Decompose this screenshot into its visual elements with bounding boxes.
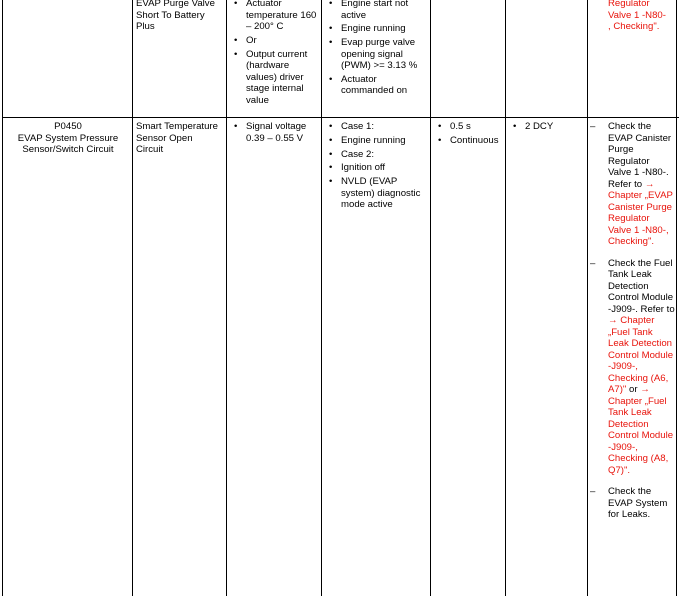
chapter-link[interactable]: → Chapter „Fuel Tank Leak Detection Control Module -J909-, Checking (A8, Q7)". — [608, 384, 674, 476]
dtc-code: P0450 — [54, 121, 82, 132]
table-border-left — [2, 0, 3, 596]
column-divider — [505, 0, 506, 596]
condition-item: • Case 2: — [326, 149, 426, 161]
column-divider — [226, 0, 227, 596]
actions-cell — [587, 121, 675, 531]
row-divider — [2, 117, 679, 118]
condition-item: • Evap purge valve opening signal (PWM) >= 3.13 % — [326, 37, 426, 72]
component-line: Sensor Open — [136, 132, 193, 144]
action-item — [587, 121, 675, 248]
condition-item: • NVLD (EVAP system) diagnostic mode active — [326, 176, 426, 211]
action-item — [587, 258, 675, 477]
action-link-line: Regulator — [608, 0, 650, 9]
condition-item: • Engine start not active — [326, 0, 426, 21]
action-item — [587, 486, 675, 521]
mil-item: • 2 DCY — [510, 121, 585, 133]
action-text: Check the EVAP Canister Purge Regulator Valve 1 -N80-. Refer to — [608, 121, 672, 190]
threshold-item: • Output current (hardware values) driver stage internal value — [231, 49, 319, 107]
time-cell — [435, 121, 503, 149]
conditions-cell — [326, 121, 426, 213]
dtc-description: EVAP System Pressure Sensor/Switch Circuit — [17, 132, 119, 155]
action-text: Check the Fuel Tank Leak Detection Control Module -J909-. Refer to — [608, 257, 675, 315]
component-cell — [136, 121, 226, 156]
dtc-cell — [8, 121, 128, 156]
condition-item: • Case 1: — [326, 121, 426, 133]
table-border-right — [676, 0, 677, 596]
action-connector: or — [626, 384, 641, 395]
threshold-item: • Or — [231, 35, 319, 47]
component-line: EVAP Purge Valve — [136, 0, 215, 9]
action-text: Check the EVAP System for Leaks. — [608, 486, 668, 520]
column-divider — [132, 0, 133, 596]
threshold-item: • Signal voltage 0.39 – 0.55 V — [231, 121, 319, 144]
component-line: Plus — [136, 21, 155, 32]
chapter-link[interactable]: → Chapter „Fuel Tank Leak Detection Control Module -J909-, Checking (A6, A7)" — [608, 315, 674, 395]
chapter-link[interactable]: → Chapter „EVAP Canister Purge Regulator Valve 1 -N80-, Checking". — [608, 178, 673, 247]
top-row-component — [136, 0, 226, 33]
component-line: Smart Temperature — [136, 121, 218, 132]
top-row-conditions — [326, 0, 426, 99]
column-divider — [321, 0, 322, 596]
time-item: • Continuous — [435, 135, 503, 147]
threshold-cell — [231, 121, 319, 146]
top-row-threshold — [231, 0, 319, 108]
column-divider — [430, 0, 431, 596]
condition-item: • Actuator commanded on — [326, 74, 426, 97]
time-item: • 0.5 s — [435, 121, 503, 133]
top-row-action-tail — [608, 0, 674, 33]
action-link-line: , Checking". — [608, 21, 660, 32]
condition-item: • Engine running — [326, 23, 426, 35]
action-link-line: Valve 1 -N80- — [608, 9, 666, 21]
component-line: Short To Battery — [136, 9, 205, 21]
mil-cell — [510, 121, 585, 135]
condition-item: • Engine running — [326, 135, 426, 147]
component-line: Circuit — [136, 144, 164, 155]
condition-item: • Ignition off — [326, 162, 426, 174]
threshold-item: • Actuator temperature 160 – 200° C — [231, 0, 319, 33]
